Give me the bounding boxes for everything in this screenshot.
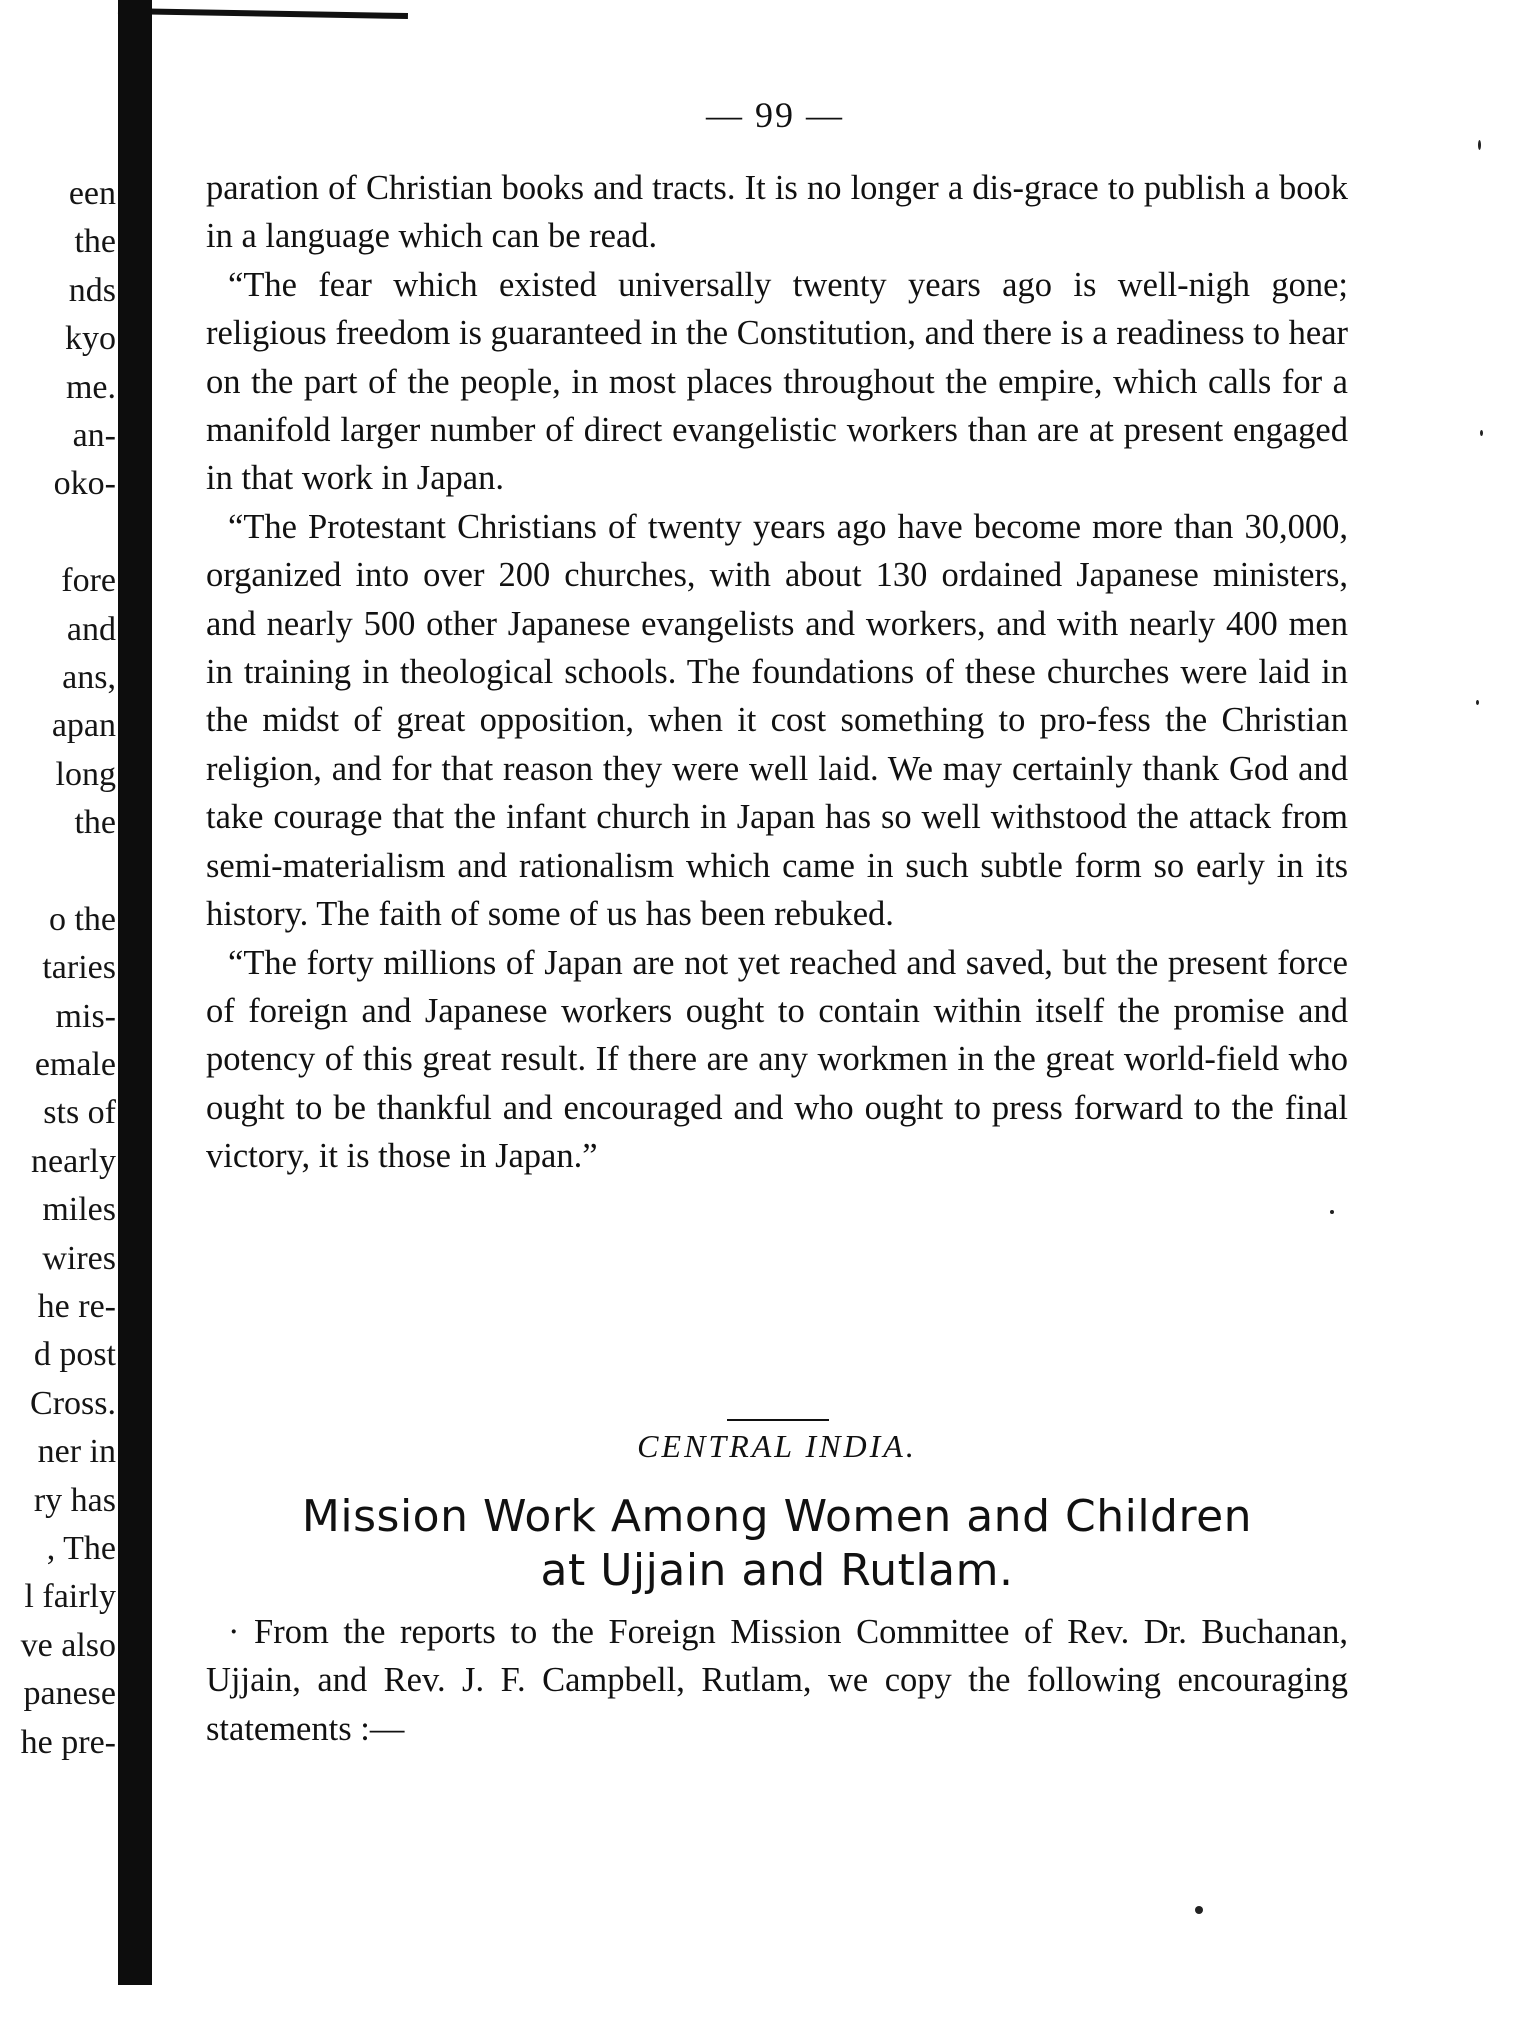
margin-fragment: emale bbox=[34, 1046, 116, 1084]
scan-speck bbox=[1478, 140, 1481, 150]
margin-fragment: kyo bbox=[65, 320, 116, 358]
paragraph: “The Protestant Christians of twenty years ago have become more than 30,000, organized into over 200 churches, with about 130 ordained Japanese ministers, and nearly 500 other Japanese evangelists and workers, and with nearly 400 men in training in theological schools. The foundations of these churches were laid in the midst of great opposition, when it cost something to pro-fess the Christian religion, and for that reason they were well laid. We may certainly thank God and take courage that the infant church in Japan has so well withstood the attack from semi-materialism and rationalism which came in such subtle form so early in its history. The faith of some of us has been rebuked. bbox=[206, 507, 1348, 934]
margin-fragment: o the bbox=[48, 900, 116, 938]
margin-fragment: sts of bbox=[43, 1094, 116, 1132]
section-label: CENTRAL INDIA. bbox=[637, 1428, 917, 1464]
margin-fragment: nearly bbox=[31, 1142, 116, 1180]
heading-line: at Ujjain and Rutlam. bbox=[540, 1545, 1014, 1596]
margin-fragment: mis- bbox=[55, 997, 116, 1035]
scan-speck bbox=[1480, 430, 1483, 436]
margin-fragment: long bbox=[55, 755, 116, 793]
margin-fragment: d post bbox=[33, 1336, 116, 1374]
margin-fragment: ve also bbox=[20, 1626, 116, 1664]
paragraph: paration of Christian books and tracts. It is no longer a dis-grace to publish a book in a language which can be read. bbox=[206, 169, 1348, 256]
scan-noise-right-edge bbox=[1468, 60, 1508, 760]
scan-speck bbox=[1330, 1210, 1334, 1214]
margin-fragment: wires bbox=[42, 1239, 116, 1277]
margin-fragment: ans, bbox=[62, 658, 116, 696]
margin-fragment: oko- bbox=[53, 465, 116, 503]
binding-gutter bbox=[118, 0, 152, 1985]
scan-speck bbox=[1476, 700, 1479, 705]
paragraph: · From the reports to the Foreign Mission Committee of Rev. Dr. Buchanan, Ujjain, and Rev. J. F. Campbell, Rutlam, we copy the following encouraging statements :— bbox=[206, 1613, 1348, 1748]
margin-fragment: ner in bbox=[37, 1433, 116, 1471]
scan-speck bbox=[1195, 1906, 1203, 1914]
intro-paragraph bbox=[206, 1608, 1348, 1753]
margin-fragment: fore bbox=[61, 562, 116, 600]
margin-fragment: panese bbox=[23, 1675, 116, 1713]
margin-fragment: he re- bbox=[37, 1287, 116, 1325]
margin-fragment: een bbox=[68, 175, 116, 212]
margin-fragment: the bbox=[74, 804, 116, 842]
margin-fragment: , The bbox=[46, 1529, 116, 1567]
margin-fragment: taries bbox=[42, 949, 116, 987]
facing-page-margin bbox=[0, 170, 118, 1767]
body-text bbox=[206, 164, 1348, 1181]
scan-top-edge-line bbox=[118, 8, 408, 19]
page-number: — 99 — bbox=[706, 95, 844, 135]
paragraph: “The fear which existed universally twenty years ago is well-nigh gone; religious freedom is guaranteed in the Constitution, and there is a readiness to hear on the part of the people, in most places throughout the empire, which calls for a manifold larger number of direct evangelistic workers than are at present engaged in that work in Japan. bbox=[206, 265, 1349, 498]
margin-fragment bbox=[0, 509, 118, 557]
heading-line: Mission Work Among Women and Children bbox=[301, 1491, 1253, 1542]
margin-fragment: and bbox=[66, 610, 116, 648]
margin-fragment: miles bbox=[42, 1191, 116, 1229]
margin-fragment: l fairly bbox=[24, 1578, 116, 1616]
section-divider bbox=[727, 1419, 829, 1421]
margin-fragment bbox=[0, 847, 118, 895]
article-heading bbox=[206, 1490, 1348, 1598]
margin-fragment: he pre- bbox=[20, 1723, 116, 1761]
margin-fragment: the bbox=[74, 223, 116, 261]
margin-fragment: Cross. bbox=[30, 1384, 116, 1422]
margin-fragment: ry has bbox=[33, 1481, 116, 1519]
margin-fragment: nds bbox=[68, 271, 116, 309]
margin-fragment: apan bbox=[51, 707, 116, 745]
margin-fragment: an- bbox=[72, 416, 116, 454]
margin-fragment: me. bbox=[65, 368, 116, 406]
paragraph: “The forty millions of Japan are not yet reached and saved, but the present force of foreign and Japanese workers ought to contain within itself the promise and potency of this great result. If there are any workmen in the great world-field who ought to be thankful and encouraged and who ought to press forward to the final victory, it is those in Japan.” bbox=[206, 943, 1348, 1176]
